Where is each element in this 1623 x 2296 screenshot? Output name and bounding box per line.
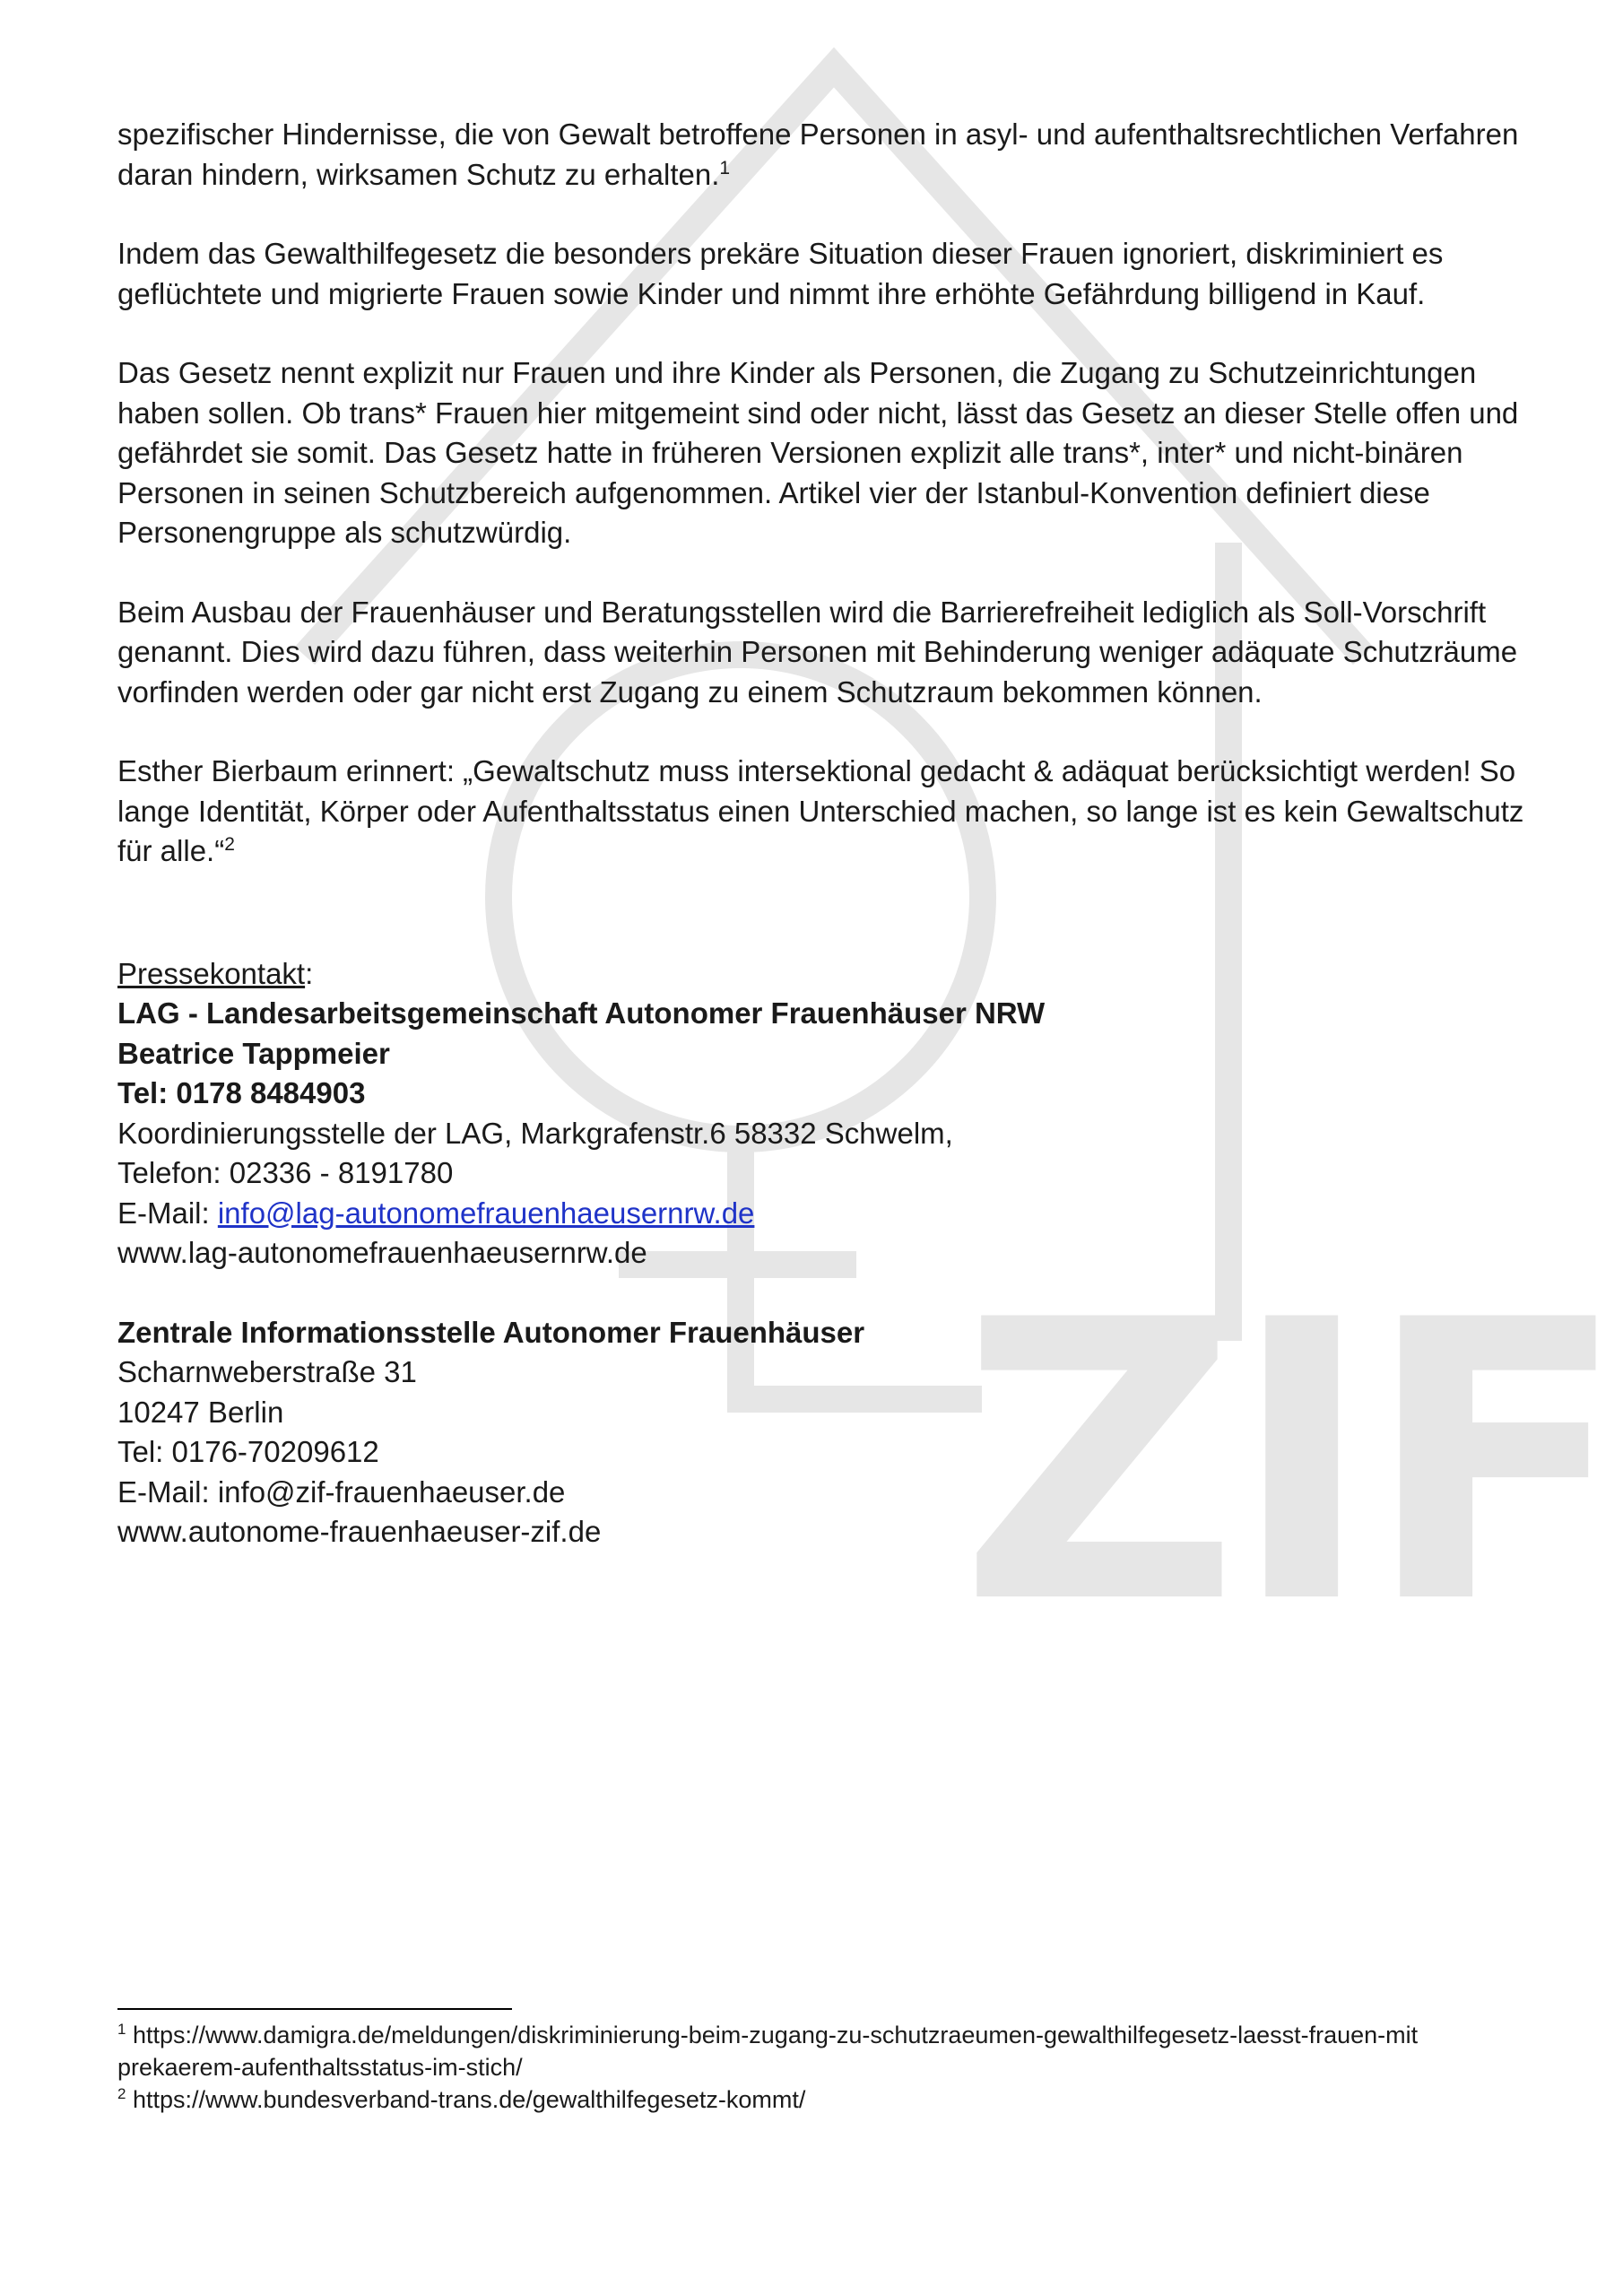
- press-contact-heading-colon: :: [305, 956, 314, 990]
- paragraph-1: [117, 115, 1534, 195]
- zif-website: www.autonome-frauenhaeuser-zif.de: [117, 1515, 602, 1548]
- zif-city: 10247 Berlin: [117, 1395, 284, 1429]
- lag-email-label: E-Mail:: [117, 1196, 218, 1230]
- paragraph-2: Indem das Gewalthilfegesetz die besonders prekäre Situation dieser Frauen ignoriert, diskriminiert es geflüchtete und migrierte Frauen sowie Kinder und nimmt ihre erhöhte Gefährdung billigend in Kauf.: [117, 237, 1444, 310]
- watermark-text: ZIF: [959, 1239, 1619, 1688]
- paragraph-3: Das Gesetz nennt explizit nur Frauen und ihre Kinder als Personen, die Zugang zu Schutzeinrichtungen haben sollen. Ob trans* Frauen hier mitgemeint sind oder nicht, lässt das Gesetz an dieser Stelle offen und gefährdet sie somit. Das Gesetz hatte in früheren Versionen explizit alle trans*, inter* und nicht-binären Personen in seinen Schutzbereich aufgenommen. Artikel vier der Istanbul-Konvention definiert diese Personengruppe als schutzwürdig.: [117, 356, 1519, 549]
- quote-text: Esther Bierbaum erinnert: „Gewaltschutz muss intersektional gedacht & adäquat berücksichtigt werden! So lange Identität, Körper oder Aufenthaltsstatus einen Unterschied machen, so lange ist es kein Gewaltschutz für alle.“: [117, 754, 1524, 867]
- zif-tel: Tel: 0176-70209612: [117, 1435, 379, 1468]
- lag-phone: Telefon: 02336 - 8191780: [117, 1156, 454, 1189]
- document-body: [117, 115, 1534, 1552]
- lag-email-link[interactable]: info@lag-autonomefrauenhaeusernrw.de: [217, 1196, 755, 1230]
- footnotes: [117, 2019, 1534, 2116]
- lag-email-line: [117, 1194, 1534, 1234]
- footnote-2-number: 2: [117, 2085, 126, 2102]
- paragraph-4: Beim Ausbau der Frauenhäuser und Beratungsstellen wird die Barrierefreiheit lediglich als Soll-Vorschrift genannt. Dies wird dazu führen, dass weiterhin Personen mit Behinderung weniger adäquate Schutzräume vorfinden werden oder gar nicht erst Zugang zu einem Schutzraum bekommen können.: [117, 595, 1518, 709]
- press-contact: [117, 954, 1534, 1552]
- lag-address: Koordinierungsstelle der LAG, Markgrafenstr.6 58332 Schwelm,: [117, 1116, 953, 1150]
- footnote-1-text: https://www.damigra.de/meldungen/diskriminierung-beim-zugang-zu-schutzraeumen-gewalthilfegesetz-laesst-frauen-mit prekaerem-aufenthaltsstatus-im-stich/: [117, 2022, 1419, 2081]
- press-contact-heading: [117, 954, 1534, 995]
- contact-spacer: [117, 1274, 1534, 1313]
- footnote-divider: [117, 2008, 512, 2010]
- footnote-ref-1[interactable]: 1: [719, 157, 731, 178]
- paragraph-5-quote: [117, 752, 1534, 872]
- lag-contact-person: Beatrice Tappmeier: [117, 1036, 390, 1070]
- footnote-1: [117, 2019, 1534, 2083]
- footnote-1-number: 1: [117, 2021, 126, 2038]
- lag-org-name: LAG - Landesarbeitsgemeinschaft Autonomer Frauenhäuser NRW: [117, 996, 1046, 1030]
- zif-org-name: Zentrale Informationsstelle Autonomer Frauenhäuser: [117, 1315, 865, 1349]
- paragraph-1-text: spezifischer Hindernisse, die von Gewalt betroffene Personen in asyl- und aufenthaltsrechtlichen Verfahren daran hindern, wirksamen Schutz zu erhalten.: [117, 117, 1519, 191]
- footnote-ref-2[interactable]: 2: [224, 834, 235, 855]
- lag-website: www.lag-autonomefrauenhaeusernrw.de: [117, 1236, 647, 1269]
- zif-street: Scharnweberstraße 31: [117, 1355, 417, 1388]
- press-contact-heading-label: Pressekontakt: [117, 956, 306, 990]
- footnote-2-text: https://www.bundesverband-trans.de/gewalthilfegesetz-kommt/: [132, 2086, 806, 2113]
- zif-email: E-Mail: info@zif-frauenhaeuser.de: [117, 1474, 566, 1509]
- footnote-2: [117, 2083, 1534, 2116]
- lag-contact-tel: Tel: 0178 8484903: [117, 1076, 366, 1109]
